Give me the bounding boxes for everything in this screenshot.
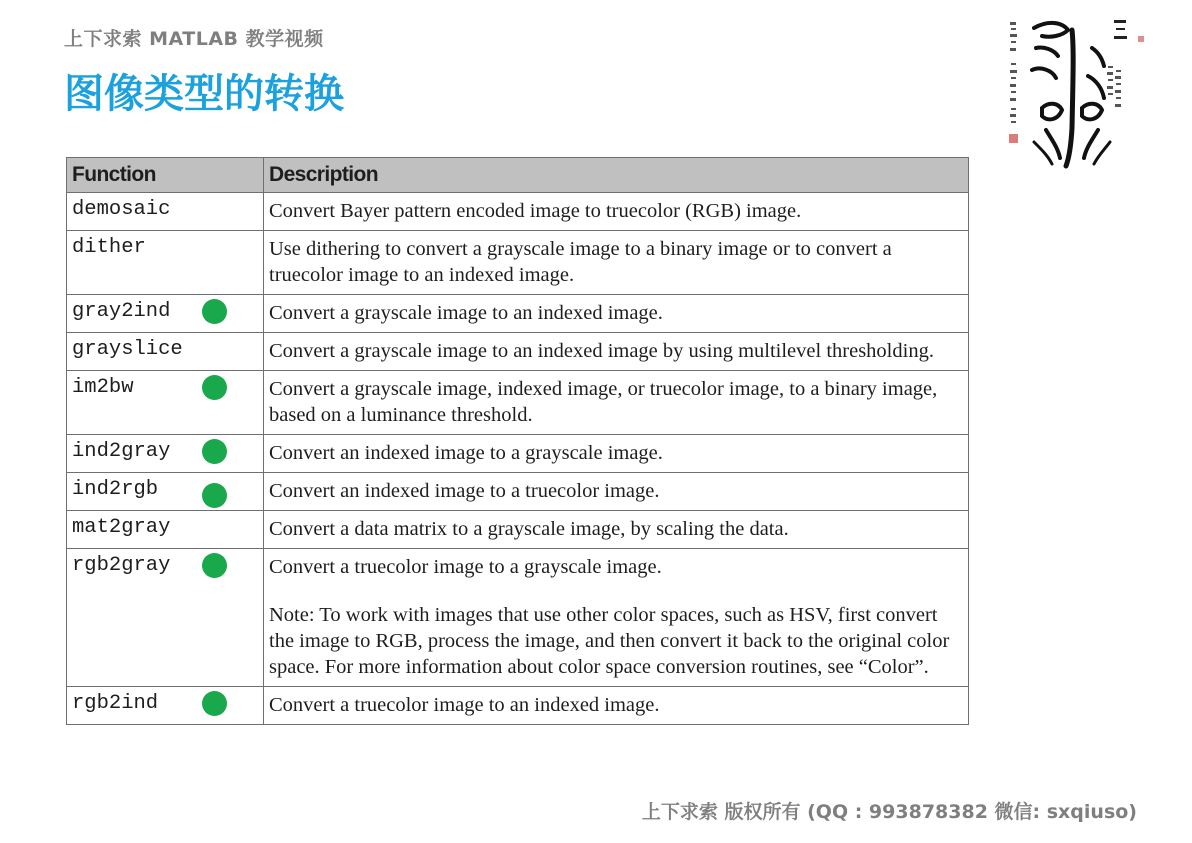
slide-title: 图像类型的转换 xyxy=(64,71,344,117)
course-header: 上下求索 MATLAB 教学视频 xyxy=(64,28,324,50)
function-description: Convert a grayscale image, indexed image, or truecolor image, to a binary image, based on a luminance threshold. xyxy=(264,371,969,435)
function-description: Convert Bayer pattern encoded image to truecolor (RGB) image. xyxy=(264,193,969,231)
function-description xyxy=(264,549,969,687)
function-description: Convert a data matrix to a grayscale image, by scaling the data. xyxy=(264,511,969,549)
column-header-function: Function xyxy=(67,158,264,193)
function-description: Use dithering to convert a grayscale image to a binary image or to convert a truecolor image to an indexed image. xyxy=(264,231,969,295)
function-name-text: grayslice xyxy=(72,338,183,361)
function-description: Convert a truecolor image to an indexed image. xyxy=(264,687,969,725)
function-name xyxy=(67,549,264,687)
function-name xyxy=(67,193,264,231)
logo-calligraphy-strokes xyxy=(1032,23,1110,166)
function-name xyxy=(67,687,264,725)
table-row xyxy=(67,473,969,511)
logo-corner-stamp xyxy=(1138,36,1144,42)
table-row xyxy=(67,295,969,333)
function-name-text: dither xyxy=(72,236,146,259)
table-row xyxy=(67,435,969,473)
table-row xyxy=(67,333,969,371)
function-description: Convert a grayscale image to an indexed image. xyxy=(264,295,969,333)
table-row xyxy=(67,511,969,549)
green-dot-icon xyxy=(202,439,227,464)
function-name xyxy=(67,371,264,435)
table-row xyxy=(67,549,969,687)
function-description: Convert a grayscale image to an indexed image by using multilevel thresholding. xyxy=(264,333,969,371)
function-name xyxy=(67,473,264,511)
table-row xyxy=(67,231,969,295)
function-name-text: rgb2ind xyxy=(72,692,159,715)
function-name-text: mat2gray xyxy=(72,516,171,539)
description-note: Note: To work with images that use other color spaces, such as HSV, first convert the image to RGB, process the image, and then convert it back to the original color space. For more information about color space conversion routines, see “Color”. xyxy=(269,604,950,678)
table-row xyxy=(67,687,969,725)
column-header-description: Description xyxy=(264,158,969,193)
logo-seal-stamp xyxy=(1009,134,1018,143)
function-name-text: ind2gray xyxy=(72,440,171,463)
footer-copyright: 上下求索 版权所有 (QQ : 993878382 微信: sxqiuso) xyxy=(641,801,1137,823)
logo-inscription-right xyxy=(1107,66,1121,107)
seal-calligraphy-logo xyxy=(996,8,1152,170)
function-description: Convert an indexed image to a truecolor image. xyxy=(264,473,969,511)
green-dot-icon xyxy=(202,483,227,508)
function-name xyxy=(67,333,264,371)
table-header-row xyxy=(67,158,969,193)
green-dot-icon xyxy=(202,299,227,324)
function-name-text: rgb2gray xyxy=(72,554,171,577)
function-description: Convert an indexed image to a grayscale image. xyxy=(264,435,969,473)
function-name-text: demosaic xyxy=(72,198,171,221)
green-dot-icon xyxy=(202,553,227,578)
table-row xyxy=(67,371,969,435)
logo-inscription-left xyxy=(1010,22,1017,123)
logo-top-marks xyxy=(1114,20,1127,39)
function-name-text: im2bw xyxy=(72,376,134,399)
function-name xyxy=(67,231,264,295)
green-dot-icon xyxy=(202,375,227,400)
description-text: Convert a truecolor image to a grayscale image. xyxy=(269,556,662,578)
function-name xyxy=(67,435,264,473)
function-name-text: ind2rgb xyxy=(72,478,159,501)
function-table xyxy=(66,157,969,725)
function-name xyxy=(67,295,264,333)
green-dot-icon xyxy=(202,691,227,716)
function-name xyxy=(67,511,264,549)
function-name-text: gray2ind xyxy=(72,300,171,323)
table-row xyxy=(67,193,969,231)
